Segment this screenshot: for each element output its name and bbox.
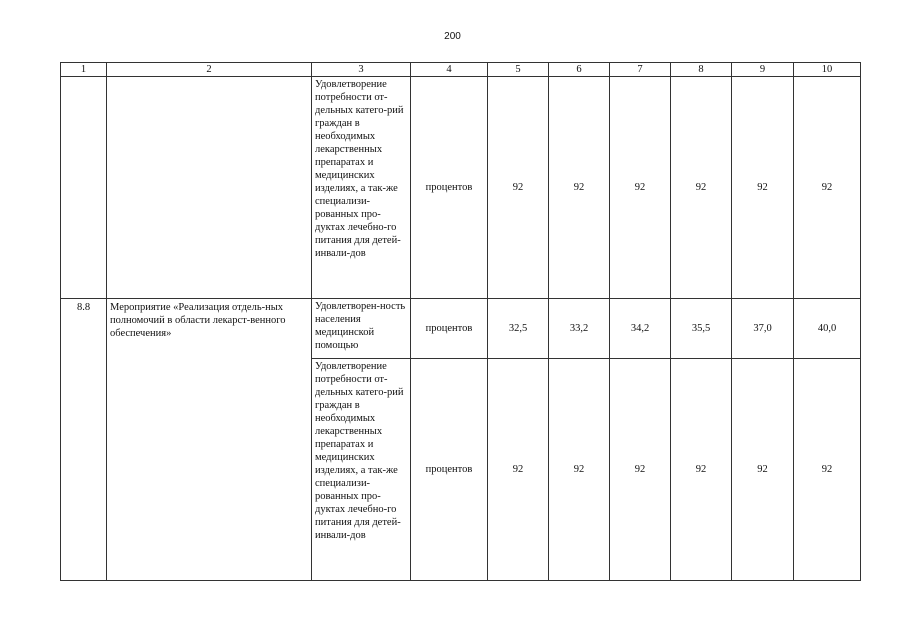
value-cell: 34,2 (610, 299, 671, 359)
indicators-table (60, 62, 861, 581)
indicator-cell: Удовлетворен-ность населения медицинской помощью (312, 299, 411, 359)
column-header: 2 (107, 63, 312, 77)
page-number: 200 (444, 31, 461, 42)
value-cell: 32,5 (488, 299, 549, 359)
value-cell: 92 (671, 77, 732, 299)
value-cell: 92 (794, 77, 861, 299)
column-header: 1 (61, 63, 107, 77)
column-header: 3 (312, 63, 411, 77)
table-row (61, 77, 861, 299)
value-cell: 37,0 (732, 299, 794, 359)
table-row (61, 299, 861, 359)
unit-cell: процентов (411, 299, 488, 359)
value-cell: 33,2 (549, 299, 610, 359)
value-cell: 92 (732, 359, 794, 581)
value-cell: 92 (488, 77, 549, 299)
unit-cell: процентов (411, 77, 488, 299)
value-cell: 92 (549, 359, 610, 581)
value-cell: 92 (488, 359, 549, 581)
value-cell: 92 (610, 359, 671, 581)
column-header: 5 (488, 63, 549, 77)
value-cell: 92 (549, 77, 610, 299)
column-header: 8 (671, 63, 732, 77)
value-cell: 92 (610, 77, 671, 299)
row-number-cell (61, 77, 107, 299)
table-header-row (61, 63, 861, 77)
column-header: 4 (411, 63, 488, 77)
column-header: 7 (610, 63, 671, 77)
measure-name-cell (107, 77, 312, 299)
value-cell: 92 (671, 359, 732, 581)
value-cell: 40,0 (794, 299, 861, 359)
value-cell: 92 (794, 359, 861, 581)
measure-name-cell: Мероприятие «Реализация отдель-ных полномочий в области лекарст-венного обеспечения» (107, 299, 312, 581)
column-header: 9 (732, 63, 794, 77)
column-header: 6 (549, 63, 610, 77)
value-cell: 92 (732, 77, 794, 299)
value-cell: 35,5 (671, 299, 732, 359)
row-number-cell: 8.8 (61, 299, 107, 581)
indicator-cell: Удовлетворение потребности от-дельных катего-рий граждан в необходимых лекарственных препаратах и медицинских изделиях, а так-же специализи-рованных про-дуктах лечебно-го питания для детей-инвали-дов (312, 359, 411, 581)
column-header: 10 (794, 63, 861, 77)
unit-cell: процентов (411, 359, 488, 581)
indicator-cell: Удовлетворение потребности от-дельных катего-рий граждан в необходимых лекарственных препаратах и медицинских изделиях, а так-же специализи-рованных про-дуктах лечебно-го питания для детей-инвали-дов (312, 77, 411, 299)
